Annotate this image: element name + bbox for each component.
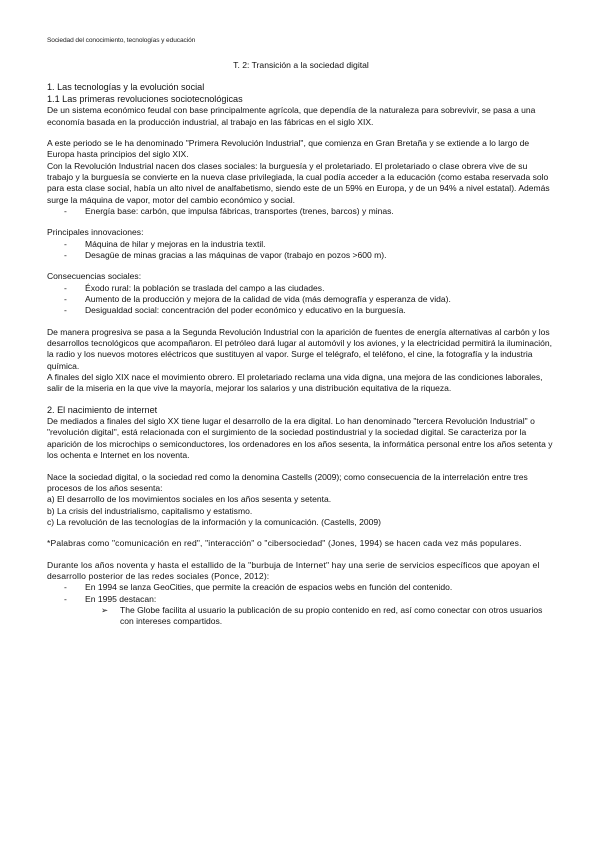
section-1-heading: 1. Las tecnologías y la evolución social [47, 82, 205, 93]
process-item: a) El desarrollo de los movimientos sociales en los años sesenta y setenta. [47, 494, 332, 505]
consequences-list [47, 283, 555, 317]
list-item: - En 1994 se lanza GeoCities, que permite la creación de espacios webs en función del contenido. [47, 582, 555, 593]
list-item: ➢ The Globe facilita al usuario la publicación de su propio contenido en red, así como conectar con otros usuarios con intereses compartidos. [47, 605, 555, 628]
list-item: - Desagüe de minas gracias a las máquinas de vapor (trabajo en pozos >600 m). [47, 250, 555, 261]
section-1-1-heading: 1.1 Las primeras revoluciones sociotecnológicas [47, 93, 243, 104]
paragraph: De mediados a finales del siglo XX tiene lugar el desarrollo de la era digital. Lo han denominado "tercera Revolución Industrial" o "revolución digital", está relacionada con el surgimiento de la sociedad postindustrial y la sociedad digital. Se caracteriza por la aparición de los microchips o semiconductores, los ordenadores en los años sesenta, la informática personal entre los años setenta y los ochenta e Internet en los noventa. [47, 416, 553, 461]
list-item: - En 1995 destacan: [47, 594, 555, 605]
paragraph: *Palabras como "comunicación en red", "interacción" o "cibersociedad" (Jones, 1994) se hacen cada vez más populares. [47, 538, 522, 549]
sub-list [47, 605, 555, 628]
paragraph: A este periodo se le ha denominado "Primera Revolución Industrial", que comienza en Gran Bretaña y se extiende a lo largo de Europa hasta principios del siglo XIX. [47, 137, 530, 160]
list-item: - Máquina de hilar y mejoras en la industria textil. [47, 239, 555, 250]
list-item: - Éxodo rural: la población se traslada del campo a las ciudades. [47, 283, 555, 294]
timeline-list [47, 582, 555, 605]
document-body [47, 60, 555, 628]
list-item: - Desigualdad social: concentración del poder económico y educativo en la burguesía. [47, 305, 555, 316]
paragraph: Con la Revolución Industrial nacen dos clases sociales: la burguesía y el proletariado. El proletariado o clase obrera vive de su trabajo y la burguesía se convierte en la nueva clase privilegiada, la cual podía acceder a la educación (como estaba reservada solo para esta clase social, había un alto nivel de analfabetismo, siendo este de un 59% en Europa, y de un 94% a nivel estatal). Además surge la máquina de vapor, motor del cambio económico y social. [47, 160, 550, 205]
section-2-heading: 2. El nacimiento de internet [47, 404, 158, 415]
paragraph: Durante los años noventa y hasta el estallido de la "burbuja de Internet" hay una serie de servicios específicos que apoyan el desarrollo posterior de las redes sociales (Ponce, 2012): [47, 559, 540, 581]
list-item: - Energía base: carbón, que impulsa fábricas, transportes (trenes, barcos) y minas. [47, 206, 555, 217]
process-item: b) La crisis del industrialismo, capitalismo y estatismo. [47, 505, 253, 516]
list-item: - Aumento de la producción y mejora de la calidad de vida (más demografía y esperanza de vida). [47, 294, 555, 305]
paragraph: De manera progresiva se pasa a la Segunda Revolución Industrial con la aparición de fuentes de energía alternativas al carbón y los desarrollos tecnológicos que acompañaron. El petróleo dará lugar al automóvil y los aviones, y la electricidad permitirá la iluminación, la radio y los nuevos motores eléctricos que sustituyen al vapor. Surge el telégrafo, el teléfono, el cine, la fotografía y la industria química. [47, 326, 553, 371]
paragraph: De un sistema económico feudal con base principalmente agrícola, que dependía de la naturaleza para sobrevivir, se pasa a una economía basada en la producción industrial, al trabajo en las fábricas en el siglo XIX. [47, 105, 536, 127]
paragraph: A finales del siglo XIX nace el movimiento obrero. El proletariado reclama una vida digna, una mejora de las condiciones laborales, salir de la miseria en la que vive la mayoría, mejorar los salarios y una distribución equitativa de la riqueza. [47, 372, 543, 394]
document-title: T. 2: Transición a la sociedad digital [233, 60, 369, 70]
innovations-list [47, 239, 555, 262]
consequences-label: Consecuencias sociales: [47, 271, 142, 282]
energy-list [47, 206, 555, 217]
paragraph: Nace la sociedad digital, o la sociedad red como la denomina Castells (2009); como consecuencia de la interrelación entre tres procesos de los años sesenta: [47, 471, 528, 493]
process-item: c) La revolución de las tecnologías de la información y la comunicación. (Castells, 2009) [47, 516, 381, 527]
innovations-label: Principales innovaciones: [47, 227, 144, 238]
running-header: Sociedad del conocimiento, tecnologías y educación [47, 37, 196, 44]
